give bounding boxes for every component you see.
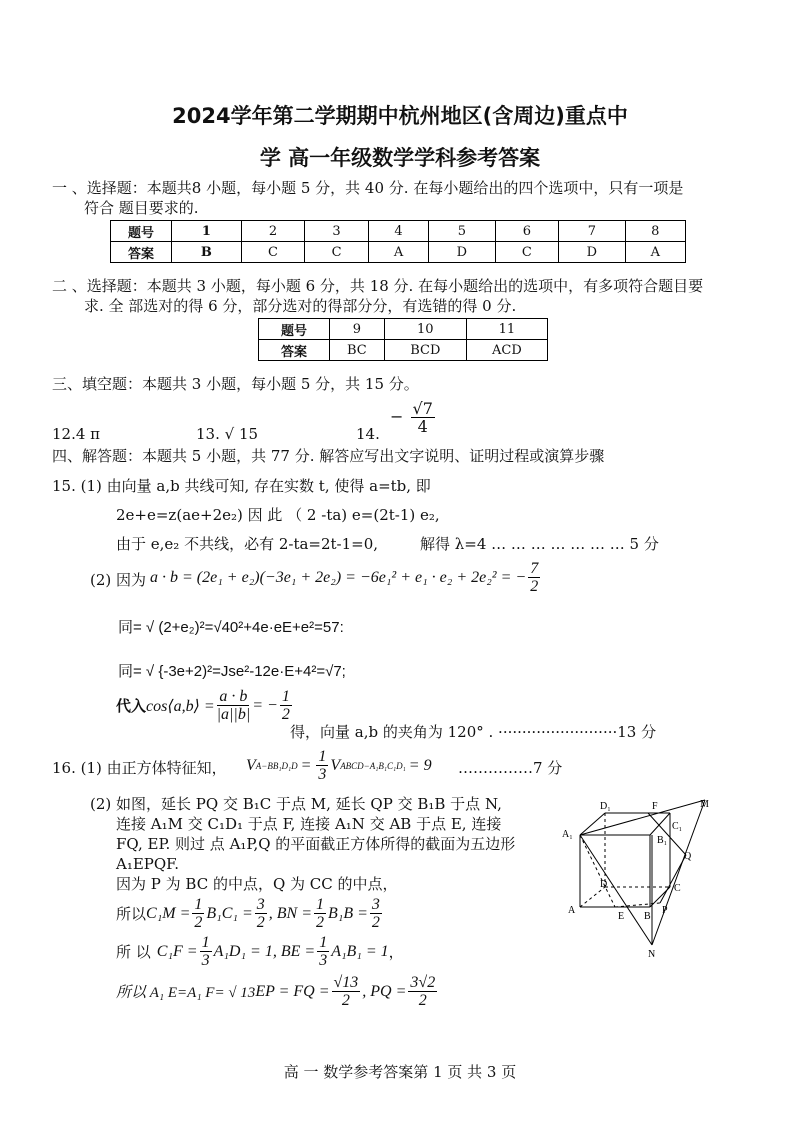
answer-14-expression [390,400,437,435]
q16-part2-line4: A₁EPQF. [116,855,180,873]
answer-14-numerator: √7 [412,399,433,418]
q16-volume-left: V [246,756,256,774]
q15-magnitude-a: 同= √ (2+e₂)²=√40²+4e·eE+e²=57: [118,619,344,636]
label-D: D [600,879,608,890]
table-header-answer: 答案 [259,340,330,361]
q15-dot-product-expression: a · b = (2e₁ + e₂)(−3e₁ + 2e₂) = −6e₁² + e₁ · e₂ + 2e₂² = − [150,568,527,586]
table-cell-question: 2 [241,221,305,242]
sqrt2-den: 2 [418,992,427,1009]
table-cell-answer: D [429,242,495,263]
threehalf-den: 2 [371,914,380,931]
table-cell-answer: ACD [466,340,547,361]
table-cell-answer: A [368,242,428,263]
label-A1: A₁ [562,829,573,840]
third-num: 1 [319,934,328,951]
table-cell-question: 4 [368,221,428,242]
label-B1: B₁ [657,835,668,846]
table-row-questions [259,319,548,340]
third-num: 1 [201,934,210,951]
third-den: 3 [319,952,328,969]
table-header-answer: 答案 [111,242,172,263]
section3-intro: 三、填空题：本题共 3 小题，每小题 5 分，共 15 分。 [52,375,419,393]
half-den: 2 [316,914,324,931]
q16-c1f: C₁F = [156,942,198,960]
q16-part1-label: 16. (1) 由正方体特征知， [52,759,227,777]
label-C1: C₁ [672,821,683,832]
label-P: P [662,905,668,916]
table-cell-question: 6 [495,221,559,242]
label-F: F [652,801,658,812]
q16-part2-line8 [116,974,439,1009]
q16-volume-left-sub: A−BB₁D₁D [255,760,298,771]
section1-intro-line2: 符合 题目要求的. [84,199,199,217]
q16-volume-frac-num: 1 [318,748,327,765]
q16-line8-prefix: 所以 A₁ E=A₁ F= √ 13 [116,985,256,1001]
q15-dot-product-den: 2 [530,578,539,595]
q16-line7-end: ， [388,943,404,961]
third-den: 3 [201,952,210,969]
table-row-answers [259,340,548,361]
label-C: C [674,883,681,894]
label-D1: D₁ [600,801,611,812]
q16-volume-frac-den: 3 [318,766,327,783]
q16-line7-prefix: 所 以 [116,943,151,961]
table-cell-answer: C [495,242,559,263]
table-row-answers [111,242,686,263]
sqrt2-num: 3√2 [410,974,436,991]
q16-part2-line1: (2) 如图，延长 PQ 交 B₁C 于点 M, 延长 QP 交 B₁B 于点 N, [90,795,502,813]
q16-part2-line3: FQ, EP. 则过 点 A₁P,Q 的平面截正方体所得的截面为五边形 [116,835,516,853]
q16-part1-score: ……………7 分 [458,759,563,777]
answer-14-sign: − [390,407,404,426]
table-cell-question: 10 [384,319,466,340]
q15-part1-line3: 由于 e,e₂ 不共线，必有 2-ta=2t-1=0, [116,535,379,553]
q15-magnitude-b: 同= √ {-3e+2)²=Jse²-12e·E+4²=√7; [118,663,346,680]
label-E: E [618,911,625,922]
sqrt13-num: √13 [333,974,359,991]
table-cell-question: 8 [625,221,685,242]
label-A: A [568,905,576,916]
sqrt13-den: 2 [341,992,350,1009]
page-footer: 高 一 数学参考答案第 1 页 共 3 页 [283,1063,517,1081]
cube-section-figure [560,795,720,960]
q15-cos-value-num: 1 [281,688,290,705]
q15-part1-line2: 2e+e=z(ae+2e₂) 因 此 （ 2 -ta) e=(2t-1) e₂, [116,506,440,524]
q15-part2-label: (2) 因为 [90,571,147,589]
q16-part2-line6 [116,896,384,931]
table-cell-question: 7 [559,221,625,242]
q16-volume-right: V [330,756,341,774]
half-num: 1 [316,896,324,913]
q16-ep-fq: EP = FQ = [255,982,330,1000]
q16-volume-right-sub: ABCD−A₁B₁C₁D₁ [340,760,406,771]
label-M: M [700,799,709,810]
q15-cos-equals: = − [252,696,278,714]
q16-part2-line5: 因为 P 为 BC 的中点，Q 为 CC 的中点， [116,875,398,893]
q16-part2-line7 [116,934,404,969]
half-num: 1 [194,896,203,913]
q16-volume-formula [246,748,432,783]
page-title-line1: 2024学年第二学期期中杭州地区(含周边)重点中 [172,104,628,128]
answer-table-1 [110,220,686,263]
table-cell-question: 11 [466,319,547,340]
q16-volume-eq: = [300,756,312,774]
q15-cos-expression: cos⟨a,b⟩ = [146,697,215,715]
q16-b1c1: B₁C₁ = [206,904,253,922]
q16-b1b: B₁B = [328,904,368,922]
table-cell-answer: D [559,242,625,263]
q15-dot-product [150,560,542,595]
page-title-line2: 学 高一年级数学学科参考答案 [259,146,541,170]
table-cell-answer: BC [330,340,385,361]
label-N: N [648,949,656,960]
threehalf-num: 3 [256,896,265,913]
label-Q: Q [684,851,692,862]
answer-12: 12.4 π [52,425,101,443]
table-cell-answer: A [625,242,685,263]
q16-c1m: C₁M = [146,904,191,922]
q15-cos-denominator: |a||b| [216,706,251,723]
q15-dot-product-num: 7 [530,560,539,577]
table-header-question: 题号 [111,221,172,242]
q15-cos-numerator: a · b [219,688,248,705]
q16-line6-prefix: 所以 [116,905,147,923]
q16-a1b1: A₁B₁ = 1 [331,942,389,960]
table-cell-question: 5 [429,221,495,242]
table-cell-answer: C [305,242,369,263]
threehalf-num: 3 [371,896,380,913]
table-cell-question: 3 [305,221,369,242]
section1-intro-line1: 一 、选择题：本题共8 小题，每小题 5 分，共 40 分. 在每小题给出的四个选项中，只有一项是 [52,179,684,197]
q15-cosine [116,688,294,723]
section4-intro: 四、解答题：本题共 5 小题，共 77 分. 解答应写出文字说明、证明过程或演算步骤 [52,447,605,465]
table-header-question: 题号 [259,319,330,340]
table-row-questions [111,221,686,242]
label-B: B [644,911,651,922]
section2-intro-line1: 二 、选择题：本题共 3 小题，每小题 6 分，共 18 分. 在每小题给出的选项中，有多项符合题目要 [52,277,704,295]
q16-bn: , BN = [268,904,312,922]
q15-part1-line1: 15. (1) 由向量 a,b 共线可知, 存在实数 t, 使得 a=tb, 即 [52,477,431,495]
q16-pq: , PQ = [362,982,407,1000]
half-den: 2 [194,914,203,931]
q15-cos-value-den: 2 [281,706,290,723]
threehalf-den: 2 [256,914,265,931]
q15-substitute-label: 代入 [116,697,147,715]
q16-volume-result: = 9 [408,756,432,774]
q15-conclusion: 得，向量 a,b 的夹角为 120° . ·························13 分 [290,723,657,741]
table-cell-question: 1 [172,221,242,242]
q16-a1d1: A₁D₁ = 1, BE = [213,942,316,960]
q15-part1-solution: 解得 λ=4 … … … … … … … 5 分 [420,535,659,553]
section2-intro-line2: 求. 全 部选对的得 6 分，部分选对的得部分分，有选错的得 0 分. [84,297,517,315]
table-cell-question: 9 [330,319,385,340]
table-cell-answer: C [241,242,305,263]
answer-14-denominator: 4 [417,417,428,436]
table-cell-answer: B [172,242,242,263]
answer-13: 13. √ 15 [196,425,259,443]
answer-table-2 [258,318,548,361]
answer-14-label: 14. [356,425,380,443]
q16-part2-line2: 连接 A₁M 交 C₁D₁ 于点 F, 连接 A₁N 交 AB 于点 E, 连接 [116,815,502,833]
table-cell-answer: BCD [384,340,466,361]
